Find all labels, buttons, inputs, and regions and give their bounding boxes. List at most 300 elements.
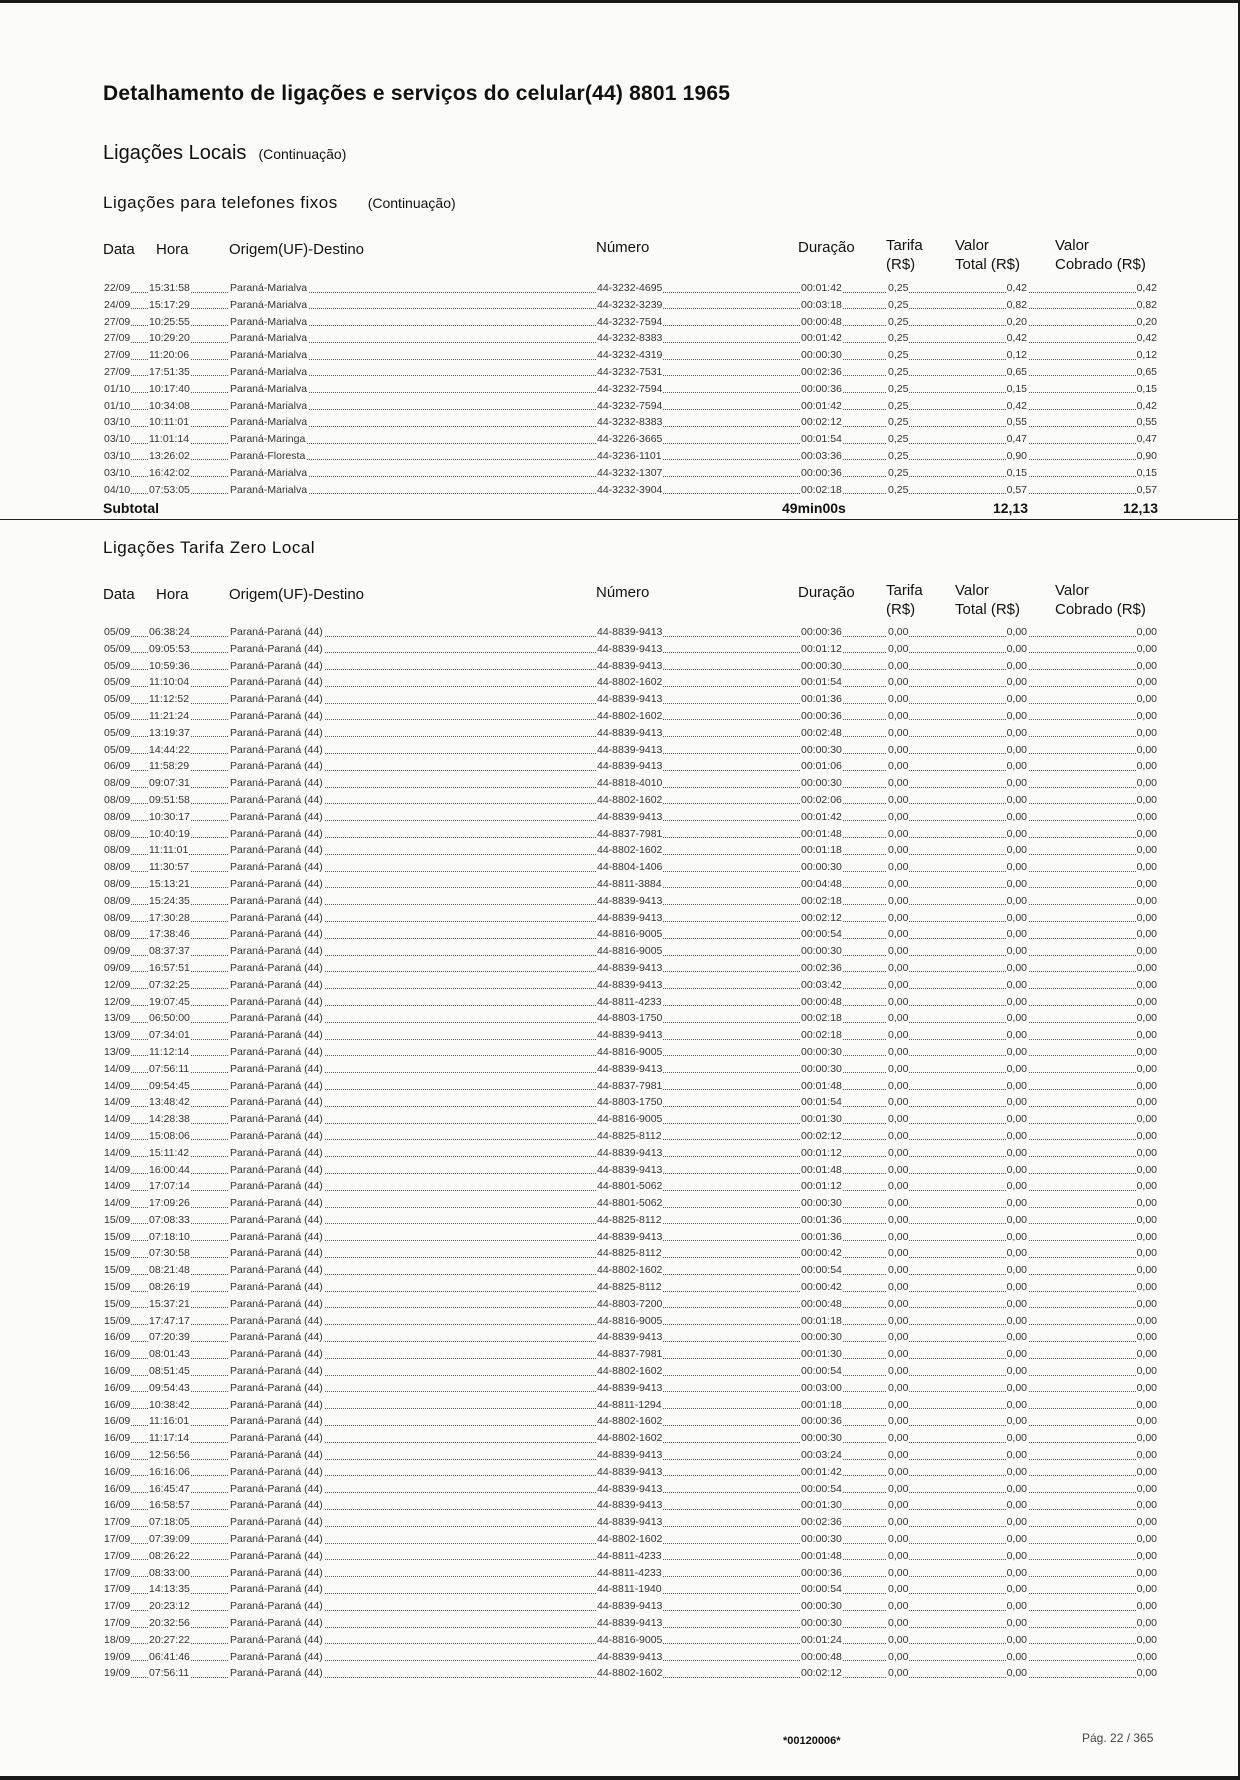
row-number: 44-8825-8112: [597, 1129, 662, 1142]
row-tariff: 0,00: [888, 1213, 909, 1226]
row-charged: 0,00: [1136, 693, 1157, 706]
row-tariff: 0,00: [888, 1197, 909, 1210]
row-origin: Paraná-Maringa: [230, 433, 306, 446]
row-charged: 0,00: [1136, 1381, 1157, 1394]
row-date: 17/09: [104, 1549, 131, 1562]
barcode-number: *00120006*: [783, 1735, 841, 1747]
row-time: 20:27:22: [149, 1633, 190, 1646]
row-tariff: 0,00: [888, 642, 909, 655]
col-valor-total-l2: Total (R$): [955, 256, 1021, 273]
row-date: 17/09: [104, 1600, 131, 1613]
row-number: 44-8839-9413: [597, 743, 663, 756]
row-time: 15:24:35: [149, 894, 190, 907]
row-origin: Paraná-Paraná (44): [230, 844, 323, 857]
table-row: [0, 826, 1240, 843]
row-time: 10:59:36: [149, 659, 190, 672]
row-total: 0,00: [1006, 1012, 1027, 1025]
row-date: 24/09: [104, 298, 131, 311]
row-origin: Paraná-Paraná (44): [230, 1465, 323, 1478]
row-tariff: 0,25: [888, 282, 909, 294]
row-time: 07:56:11: [149, 1667, 190, 1680]
row-date: 19/09: [104, 1667, 131, 1680]
row-charged: 0,00: [1136, 1600, 1157, 1613]
row-total: 0,90: [1006, 449, 1027, 462]
row-tariff: 0,00: [888, 961, 909, 974]
table-row: [0, 448, 1240, 465]
row-charged: 0,00: [1136, 1633, 1157, 1646]
row-charged: 0,57: [1136, 483, 1157, 496]
row-number: 44-8837-7981: [597, 827, 663, 840]
row-date: 16/09: [104, 1381, 131, 1394]
row-total: 0,00: [1006, 810, 1027, 823]
table-row: [0, 691, 1240, 708]
row-number: 44-8839-9413: [597, 1465, 663, 1478]
col-numero: Número: [596, 239, 650, 256]
row-number: 44-8839-9413: [597, 1163, 663, 1176]
col-numero: Número: [596, 584, 650, 601]
row-total: 0,00: [1006, 1348, 1027, 1361]
row-tariff: 0,00: [888, 1281, 909, 1294]
row-number: 44-3232-3904: [597, 483, 663, 496]
row-time: 10:40:19: [149, 827, 190, 840]
row-total: 0,00: [1006, 911, 1027, 924]
row-time: 13:26:02: [149, 449, 190, 462]
table-row: [0, 910, 1240, 927]
table-row: [0, 1430, 1240, 1447]
row-date: 17/09: [104, 1533, 131, 1546]
row-origin: Paraná-Paraná (44): [230, 861, 323, 874]
row-origin: Paraná-Marialva: [230, 332, 308, 345]
row-date: 16/09: [104, 1415, 131, 1428]
row-charged: 0,00: [1136, 1566, 1157, 1579]
row-date: 08/09: [104, 877, 131, 890]
section-heading: [103, 142, 346, 165]
row-date: 09/09: [104, 961, 131, 974]
row-duration: 00:00:30: [801, 1062, 842, 1075]
row-charged: 0,00: [1136, 1617, 1157, 1630]
row-total: 0,00: [1006, 709, 1027, 722]
row-time: 17:47:17: [149, 1314, 190, 1327]
row-charged: 0,82: [1136, 298, 1157, 311]
row-duration: 00:01:12: [801, 1180, 842, 1193]
table-row: [0, 893, 1240, 910]
row-duration: 00:00:36: [801, 1566, 842, 1579]
fixos-column-header: [0, 236, 1240, 276]
row-number: 44-8816-9005: [597, 1045, 663, 1058]
row-tariff: 0,00: [888, 1449, 909, 1462]
row-origin: Paraná-Paraná (44): [230, 1381, 323, 1394]
row-total: 0,00: [1006, 1499, 1027, 1512]
row-duration: 00:00:36: [801, 626, 842, 638]
row-charged: 0,42: [1136, 332, 1157, 345]
row-origin: Paraná-Paraná (44): [230, 1667, 323, 1680]
row-time: 07:53:05: [149, 483, 190, 496]
row-number: 44-8801-5062: [597, 1180, 663, 1193]
row-charged: 0,00: [1136, 1045, 1157, 1058]
row-tariff: 0,00: [888, 743, 909, 756]
row-origin: Paraná-Paraná (44): [230, 1079, 323, 1092]
row-total: 0,00: [1006, 1096, 1027, 1109]
row-duration: 00:01:54: [801, 1096, 842, 1109]
row-date: 17/09: [104, 1617, 131, 1630]
row-date: 03/10: [104, 466, 131, 479]
row-origin: Paraná-Paraná (44): [230, 1180, 323, 1193]
row-total: 0,00: [1006, 1482, 1027, 1495]
row-total: 0,00: [1006, 1600, 1027, 1613]
row-number: 44-8837-7981: [597, 1348, 663, 1361]
col-duracao: Duração: [798, 584, 855, 601]
fixos-heading: [103, 193, 456, 213]
row-duration: 00:01:18: [801, 1314, 842, 1327]
row-duration: 00:00:30: [801, 349, 842, 362]
row-time: 10:11:01: [149, 416, 190, 429]
table-row: [0, 624, 1240, 641]
row-origin: Paraná-Paraná (44): [230, 1449, 323, 1462]
row-total: 0,00: [1006, 1650, 1027, 1663]
row-tariff: 0,00: [888, 1079, 909, 1092]
row-duration: 00:01:48: [801, 1079, 842, 1092]
row-number: 44-3232-7594: [597, 315, 663, 328]
row-charged: 0,00: [1136, 1516, 1157, 1529]
row-charged: 0,00: [1136, 911, 1157, 924]
row-charged: 0,00: [1136, 1331, 1157, 1344]
row-tariff: 0,00: [888, 1062, 909, 1075]
row-duration: 00:02:06: [801, 793, 842, 806]
row-total: 0,00: [1006, 642, 1027, 655]
row-time: 07:32:25: [149, 978, 190, 991]
table-row: [0, 1481, 1240, 1498]
row-origin: Paraná-Paraná (44): [230, 1264, 323, 1277]
table-row: [0, 1464, 1240, 1481]
col-valor-cobrado-l1: Valor: [1055, 582, 1089, 599]
row-duration: 00:00:48: [801, 315, 842, 328]
row-tariff: 0,00: [888, 894, 909, 907]
row-number: 44-8811-1294: [597, 1398, 662, 1411]
page-number: Pág. 22 / 365: [1082, 1731, 1154, 1745]
row-date: 03/10: [104, 416, 131, 429]
row-duration: 00:00:30: [801, 659, 842, 672]
subtotal-duracao: 49min00s: [782, 500, 846, 516]
col-tarifa-l1: Tarifa: [886, 237, 923, 254]
row-total: 0,00: [1006, 1667, 1027, 1680]
row-origin: Paraná-Marialva: [230, 349, 308, 362]
row-number: 44-8801-5062: [597, 1197, 663, 1210]
row-total: 0,00: [1006, 978, 1027, 991]
row-date: 16/09: [104, 1465, 131, 1478]
row-origin: Paraná-Marialva: [230, 282, 308, 294]
row-tariff: 0,25: [888, 416, 909, 429]
tarifa-zero-heading: [103, 538, 315, 558]
table-row: [0, 842, 1240, 859]
row-charged: 0,00: [1136, 844, 1157, 857]
row-number: 44-8811-1940: [597, 1583, 662, 1596]
row-duration: 00:02:12: [801, 1129, 842, 1142]
row-number: 44-8839-9413: [597, 810, 663, 823]
table-row: [0, 994, 1240, 1011]
row-tariff: 0,00: [888, 945, 909, 958]
row-date: 13/09: [104, 1012, 131, 1025]
row-duration: 00:00:30: [801, 861, 842, 874]
row-date: 16/09: [104, 1398, 131, 1411]
row-date: 14/09: [104, 1180, 131, 1193]
row-date: 16/09: [104, 1348, 131, 1361]
table-row: [0, 1010, 1240, 1027]
row-charged: 0,00: [1136, 676, 1157, 689]
row-tariff: 0,00: [888, 1331, 909, 1344]
row-duration: 00:00:54: [801, 1365, 842, 1378]
row-duration: 00:02:36: [801, 365, 842, 378]
row-duration: 00:01:30: [801, 1113, 842, 1126]
row-charged: 0,00: [1136, 1365, 1157, 1378]
row-number: 44-8811-4233: [597, 1566, 662, 1579]
row-total: 0,00: [1006, 676, 1027, 689]
table-row: [0, 1094, 1240, 1111]
table-row: [0, 809, 1240, 826]
row-time: 15:17:29: [149, 298, 190, 311]
row-tariff: 0,00: [888, 1297, 909, 1310]
row-origin: Paraná-Paraná (44): [230, 1247, 323, 1260]
row-time: 17:07:14: [149, 1180, 190, 1193]
row-number: 44-8802-1602: [597, 1533, 663, 1546]
col-origem: Origem(UF)-Destino: [229, 586, 365, 603]
row-date: 05/09: [104, 626, 131, 638]
row-number: 44-3232-8383: [597, 332, 663, 345]
table-row: [0, 708, 1240, 725]
row-time: 15:11:42: [149, 1146, 190, 1159]
row-number: 44-8811-4233: [597, 1549, 662, 1562]
row-origin: Paraná-Paraná (44): [230, 1146, 323, 1159]
row-duration: 00:01:36: [801, 693, 842, 706]
row-duration: 00:00:54: [801, 1264, 842, 1277]
row-tariff: 0,00: [888, 1113, 909, 1126]
row-total: 0,20: [1006, 315, 1027, 328]
row-date: 14/09: [104, 1163, 131, 1176]
row-charged: 0,00: [1136, 1247, 1157, 1260]
row-duration: 00:00:30: [801, 945, 842, 958]
row-number: 44-3232-7531: [597, 365, 663, 378]
row-total: 0,00: [1006, 1398, 1027, 1411]
row-number: 44-8839-9413: [597, 1381, 663, 1394]
row-tariff: 0,25: [888, 466, 909, 479]
row-time: 07:30:58: [149, 1247, 190, 1260]
row-time: 16:16:06: [149, 1465, 190, 1478]
table-row: [0, 1380, 1240, 1397]
row-charged: 0,00: [1136, 1348, 1157, 1361]
row-charged: 0,00: [1136, 861, 1157, 874]
row-tariff: 0,00: [888, 659, 909, 672]
row-duration: 00:01:36: [801, 1213, 842, 1226]
row-duration: 00:01:42: [801, 1465, 842, 1478]
row-origin: Paraná-Paraná (44): [230, 1415, 323, 1428]
row-number: 44-8839-9413: [597, 978, 663, 991]
row-total: 0,00: [1006, 1549, 1027, 1562]
row-tariff: 0,00: [888, 810, 909, 823]
row-total: 0,82: [1006, 298, 1027, 311]
row-date: 19/09: [104, 1650, 131, 1663]
document-title: Detalhamento de ligações e serviços do celular(44) 8801 1965: [103, 82, 731, 105]
row-date: 05/09: [104, 693, 131, 706]
row-origin: Paraná-Paraná (44): [230, 978, 323, 991]
col-data: Data: [103, 586, 135, 603]
row-charged: 0,00: [1136, 1415, 1157, 1428]
row-duration: 00:02:12: [801, 911, 842, 924]
row-tariff: 0,00: [888, 1398, 909, 1411]
row-origin: Paraná-Paraná (44): [230, 1600, 323, 1613]
row-date: 18/09: [104, 1633, 131, 1646]
table-row: [0, 414, 1240, 431]
row-total: 0,00: [1006, 877, 1027, 890]
fixos-note: (Continuação): [367, 195, 456, 211]
table-row: [0, 314, 1240, 331]
row-tariff: 0,00: [888, 1012, 909, 1025]
row-total: 0,00: [1006, 1062, 1027, 1075]
table-row: [0, 381, 1240, 398]
row-tariff: 0,25: [888, 433, 909, 446]
row-date: 08/09: [104, 793, 131, 806]
row-origin: Paraná-Paraná (44): [230, 676, 323, 689]
row-duration: 00:02:36: [801, 961, 842, 974]
row-duration: 00:03:24: [801, 1449, 842, 1462]
row-duration: 00:01:54: [801, 433, 842, 446]
row-date: 03/10: [104, 433, 131, 446]
row-time: 11:20:06: [149, 349, 190, 362]
row-tariff: 0,00: [888, 1482, 909, 1495]
row-origin: Paraná-Paraná (44): [230, 709, 323, 722]
col-valor-total: [955, 236, 1020, 274]
row-time: 16:45:47: [149, 1482, 190, 1495]
row-origin: Paraná-Paraná (44): [230, 1633, 323, 1646]
table-row: [0, 1313, 1240, 1330]
row-number: 44-8816-9005: [597, 945, 663, 958]
row-time: 06:38:24: [149, 626, 190, 638]
row-charged: 0,00: [1136, 1650, 1157, 1663]
row-total: 0,00: [1006, 1079, 1027, 1092]
row-charged: 0,00: [1136, 1197, 1157, 1210]
row-time: 08:01:43: [149, 1348, 190, 1361]
row-duration: 00:01:30: [801, 1499, 842, 1512]
row-tariff: 0,25: [888, 382, 909, 395]
table-row: [0, 977, 1240, 994]
row-origin: Paraná-Paraná (44): [230, 961, 323, 974]
row-date: 15/09: [104, 1230, 131, 1243]
table-row: [0, 1565, 1240, 1582]
row-date: 27/09: [104, 349, 131, 362]
row-duration: 00:01:42: [801, 332, 842, 345]
col-valor-cobrado-l2: Cobrado (R$): [1055, 256, 1146, 273]
row-number: 44-8825-8112: [597, 1281, 662, 1294]
row-origin: Paraná-Paraná (44): [230, 1314, 323, 1327]
row-duration: 00:02:12: [801, 1667, 842, 1680]
row-number: 44-8804-1406: [597, 861, 663, 874]
table-row: [0, 725, 1240, 742]
row-number: 44-8839-9413: [597, 659, 663, 672]
row-number: 44-8803-1750: [597, 1012, 663, 1025]
row-number: 44-8839-9413: [597, 726, 663, 739]
row-total: 0,00: [1006, 1247, 1027, 1260]
table-row: [0, 742, 1240, 759]
row-tariff: 0,00: [888, 1549, 909, 1562]
row-charged: 0,42: [1136, 399, 1157, 412]
row-total: 0,00: [1006, 1415, 1027, 1428]
row-origin: Paraná-Paraná (44): [230, 911, 323, 924]
row-number: 44-8802-1602: [597, 1264, 663, 1277]
row-time: 11:21:24: [149, 709, 190, 722]
row-date: 16/09: [104, 1432, 131, 1445]
row-charged: 0,00: [1136, 777, 1157, 790]
row-total: 0,00: [1006, 743, 1027, 756]
row-duration: 00:00:36: [801, 709, 842, 722]
row-number: 44-8839-9413: [597, 1650, 663, 1663]
row-number: 44-8802-1602: [597, 793, 663, 806]
col-origem: Origem(UF)-Destino: [229, 241, 365, 258]
row-origin: Paraná-Paraná (44): [230, 1348, 323, 1361]
row-origin: Paraná-Paraná (44): [230, 793, 323, 806]
row-date: 05/09: [104, 642, 131, 655]
row-origin: Paraná-Paraná (44): [230, 928, 323, 941]
row-duration: 00:01:12: [801, 1146, 842, 1159]
row-total: 0,12: [1006, 349, 1027, 362]
row-time: 11:12:14: [149, 1045, 190, 1058]
row-total: 0,00: [1006, 945, 1027, 958]
row-tariff: 0,00: [888, 693, 909, 706]
row-charged: 0,00: [1136, 1583, 1157, 1596]
row-time: 10:38:42: [149, 1398, 190, 1411]
row-duration: 00:02:18: [801, 1012, 842, 1025]
col-data: Data: [103, 241, 135, 258]
row-time: 07:18:05: [149, 1516, 190, 1529]
row-total: 0,00: [1006, 1230, 1027, 1243]
table-row: [0, 364, 1240, 381]
row-charged: 0,00: [1136, 1213, 1157, 1226]
row-duration: 00:00:30: [801, 1600, 842, 1613]
row-charged: 0,65: [1136, 365, 1157, 378]
row-origin: Paraná-Paraná (44): [230, 1650, 323, 1663]
row-duration: 00:01:06: [801, 760, 842, 773]
row-charged: 0,00: [1136, 1281, 1157, 1294]
row-tariff: 0,00: [888, 1432, 909, 1445]
table-row: [0, 1665, 1240, 1682]
row-duration: 00:03:18: [801, 298, 842, 311]
row-time: 10:30:17: [149, 810, 190, 823]
row-charged: 0,00: [1136, 1113, 1157, 1126]
row-number: 44-3236-1101: [597, 449, 662, 462]
row-date: 15/09: [104, 1264, 131, 1277]
row-origin: Paraná-Paraná (44): [230, 1197, 323, 1210]
row-charged: 0,00: [1136, 1432, 1157, 1445]
row-charged: 0,00: [1136, 1012, 1157, 1025]
row-charged: 0,00: [1136, 995, 1157, 1008]
row-time: 11:10:04: [149, 676, 190, 689]
row-total: 0,00: [1006, 995, 1027, 1008]
col-valor-cobrado: [1055, 236, 1146, 274]
row-origin: Paraná-Paraná (44): [230, 1213, 323, 1226]
row-time: 06:50:00: [149, 1012, 190, 1025]
row-number: 44-8802-1602: [597, 676, 663, 689]
row-charged: 0,00: [1136, 1062, 1157, 1075]
row-total: 0,00: [1006, 793, 1027, 806]
row-duration: 00:01:48: [801, 1163, 842, 1176]
row-origin: Paraná-Paraná (44): [230, 1062, 323, 1075]
row-duration: 00:00:30: [801, 743, 842, 756]
row-charged: 0,00: [1136, 1297, 1157, 1310]
row-time: 08:51:45: [149, 1365, 190, 1378]
table-row: [0, 758, 1240, 775]
col-tarifa-l1: Tarifa: [886, 582, 923, 599]
row-origin: Paraná-Paraná (44): [230, 693, 323, 706]
row-date: 15/09: [104, 1297, 131, 1310]
row-date: 16/09: [104, 1499, 131, 1512]
table-row: [0, 1581, 1240, 1598]
